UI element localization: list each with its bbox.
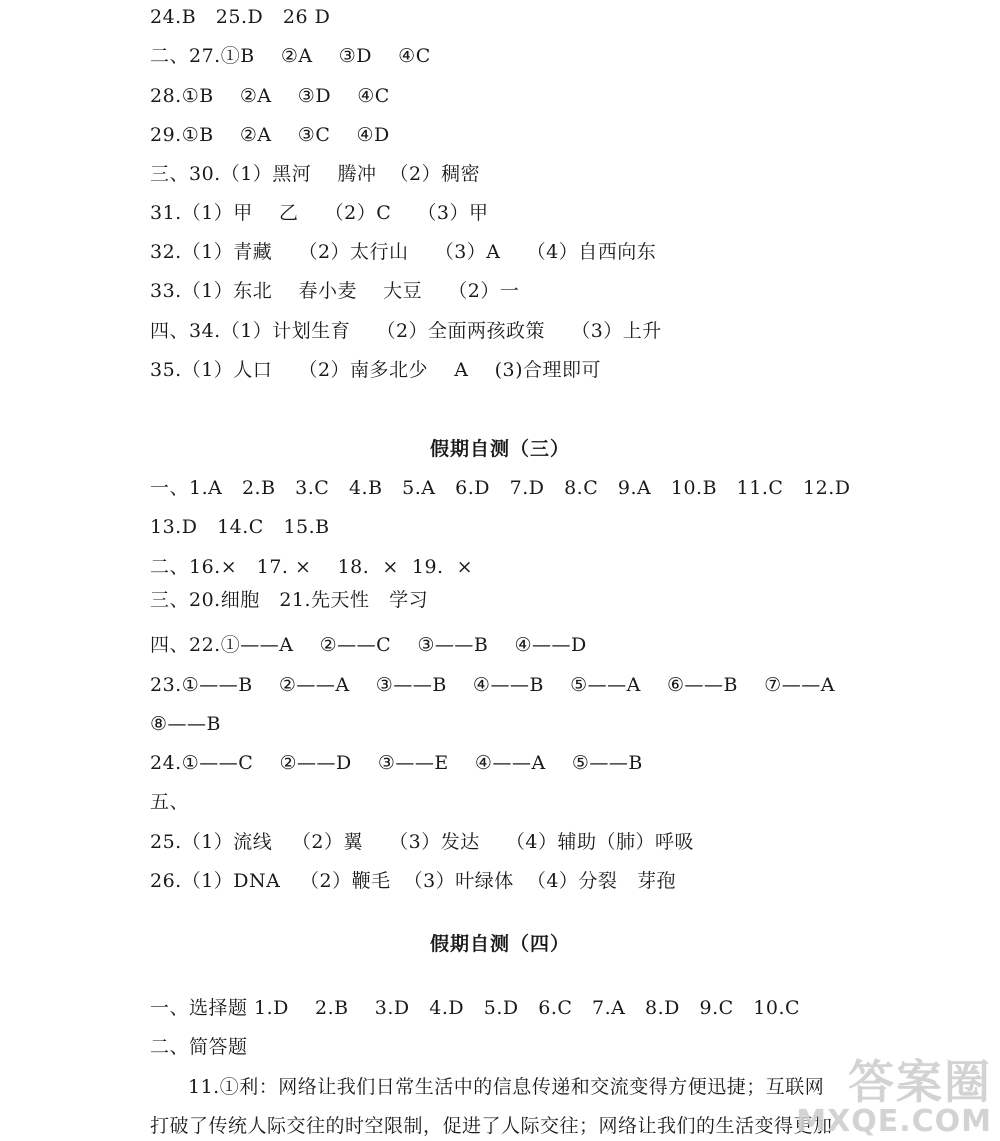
answer-line: 24.①——C ②——D ③——E ④——A ⑤——B xyxy=(150,752,643,774)
answer-line: 25.（1）流线 （2）翼 （3）发达 （4）辅助（肺）呼吸 xyxy=(150,831,695,853)
answer-line: 四、22.①——A ②——C ③——B ④——D xyxy=(150,634,587,656)
answer-line: 31.（1）甲 乙 （2）C （3）甲 xyxy=(150,202,489,224)
answer-line: 二、16.× 17. × 18. × 19. × xyxy=(150,556,474,578)
watermark-url: MXQE.COM xyxy=(796,1104,992,1139)
answer-line: 26.（1）DNA （2）鞭毛 （3）叶绿体 （4）分裂 芽孢 xyxy=(150,870,677,892)
answer-line: 一、选择题 1.D 2.B 3.D 4.D 5.D 6.C 7.A 8.D 9.C 10.C xyxy=(150,997,801,1019)
answer-line: 五、 xyxy=(150,791,190,813)
answer-line: 33.（1）东北 春小麦 大豆 （2）一 xyxy=(150,280,520,302)
watermark xyxy=(796,1055,992,1139)
answer-line: 二、简答题 xyxy=(150,1036,248,1058)
answer-line: 29.①B ②A ③C ④D xyxy=(150,124,390,146)
answer-line: 24.B 25.D 26 D xyxy=(150,6,331,28)
answer-line: 一、1.A 2.B 3.C 4.B 5.A 6.D 7.D 8.C 9.A 10.B 11.C 12.D xyxy=(150,477,851,499)
answer-line: ⑧——B xyxy=(150,713,221,735)
answer-line: 13.D 14.C 15.B xyxy=(150,516,330,538)
watermark-logo: 答案圈 xyxy=(848,1055,992,1109)
answer-line: 打破了传统人际交往的时空限制，促进了人际交往；网络让我们的生活变得更加 xyxy=(150,1115,833,1137)
answer-line: 四、34.（1）计划生育 （2）全面两孩政策 （3）上升 xyxy=(150,320,662,342)
answer-line: 11.①利：网络让我们日常生活中的信息传递和交流变得方便迅捷；互联网 xyxy=(188,1076,825,1098)
answer-line: 三、20.细胞 21.先天性 学习 xyxy=(150,589,429,611)
answer-line: 28.①B ②A ③D ④C xyxy=(150,85,390,107)
section-heading-3: 假期自测（三） xyxy=(429,438,570,460)
answer-line: 二、27.①B ②A ③D ④C xyxy=(150,45,431,67)
section-heading-4: 假期自测（四） xyxy=(429,933,570,955)
answer-line: 23.①——B ②——A ③——B ④——B ⑤——A ⑥——B ⑦——A xyxy=(150,674,835,696)
answer-line: 三、30.（1）黑河 腾冲 （2）稠密 xyxy=(150,163,481,185)
answer-line: 35.（1）人口 （2）南多北少 A (3)合理即可 xyxy=(150,359,602,381)
answer-line: 32.（1）青藏 （2）太行山 （3）A （4）自西向东 xyxy=(150,241,657,263)
